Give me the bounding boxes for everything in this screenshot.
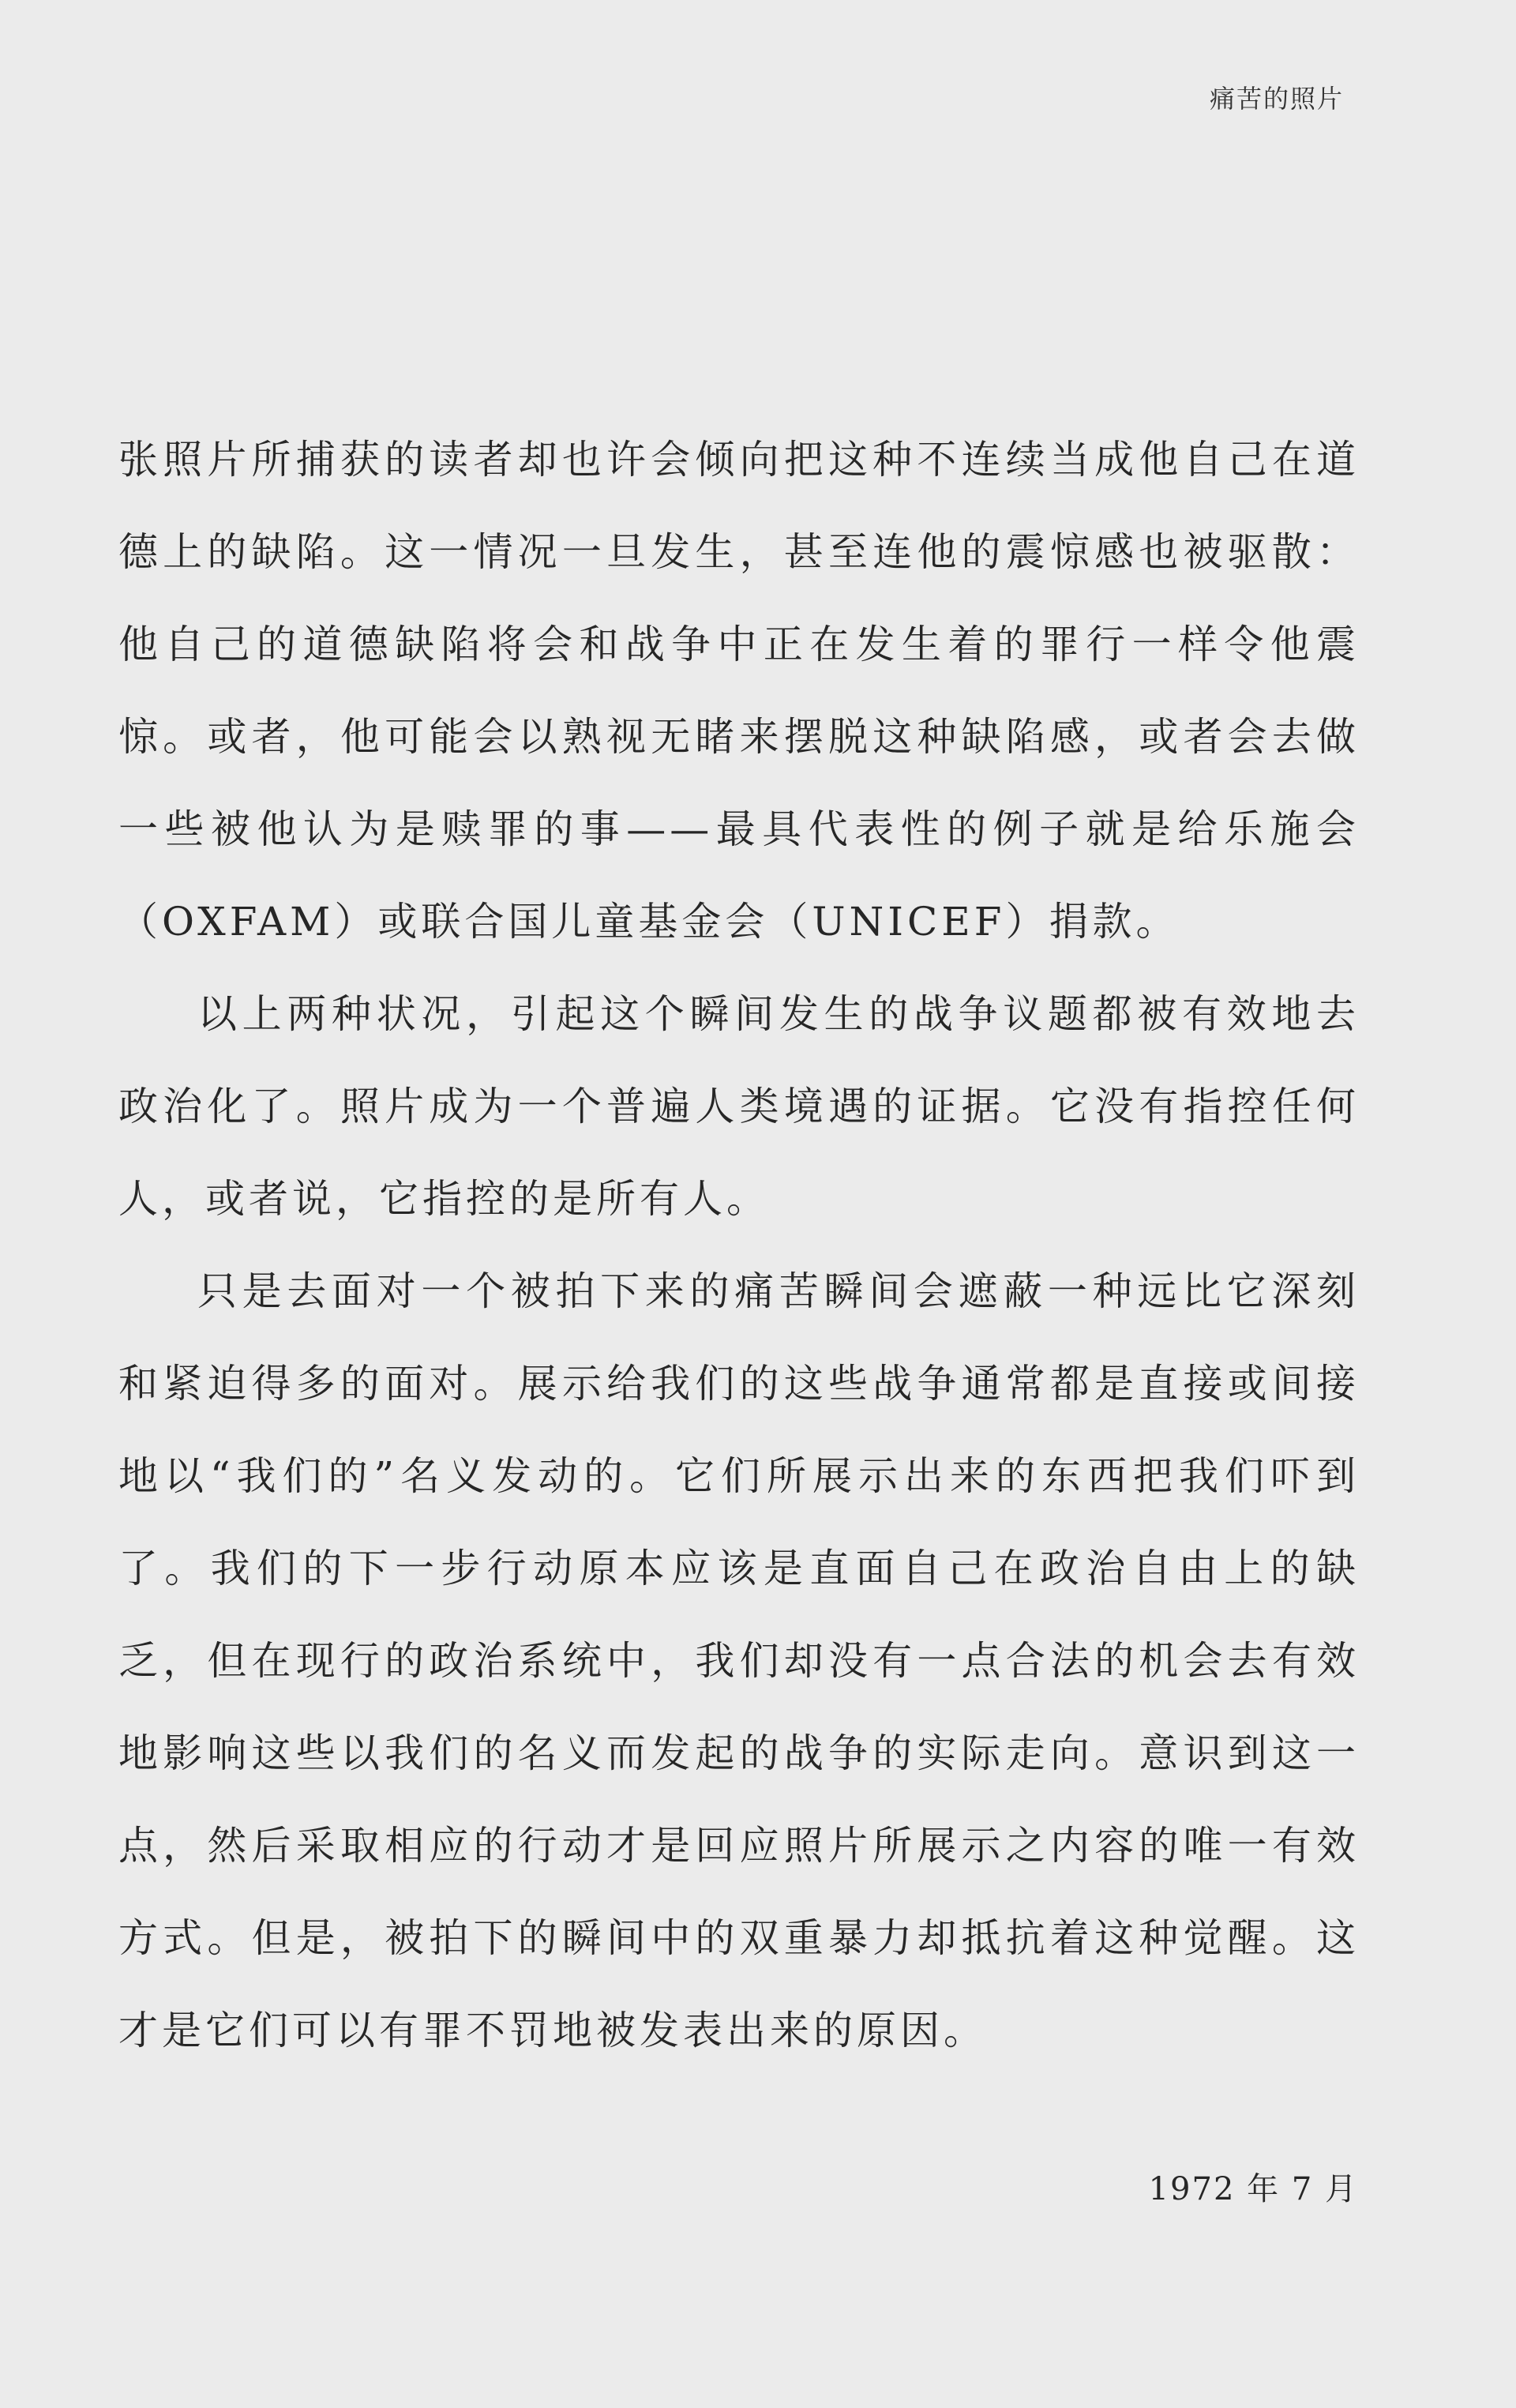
date-signature: 1972 年 7 月 xyxy=(1148,2171,1358,2207)
paragraph: 只是去面对一个被拍下来的痛苦瞬间会遮蔽一种远比它深刻和紧迫得多的面对。展示给我们的这些战争通常都是直接或间接地以“我们的”名义发动的。它们所展示出来的东西把我们吓到了。我们的下一步行动原本应该是直面自己在政治自由上的缺乏，但在现行的政治系统中，我们却没有一点合法的机会去有效地影响这些以我们的名义而发起的战争的实际走向。意识到这一点，然后采取相应的行动才是回应照片所展示之内容的唯一有效方式。但是，被拍下的瞬间中的双重暴力却抵抗着这种觉醒。这才是它们可以有罪不罚地被发表出来的原因。 xyxy=(118,1268,1360,2053)
running-head: 痛苦的照片 xyxy=(1209,84,1344,114)
paragraph-continued: 张照片所捕获的读者却也许会倾向把这种不连续当成他自己在道德上的缺陷。这一情况一旦发生，甚至连他的震惊感也被驱散：他自己的道德缺陷将会和战争中正在发生着的罪行一样令他震惊。或者，他可能会以熟视无睹来摆脱这种缺陷感，或者会去做一些被他认为是赎罪的事——最具代表性的例子就是给乐施会（OXFAM）或联合国儿童基金会（UNICEF）捐款。 xyxy=(118,437,1360,945)
paragraph: 以上两种状况，引起这个瞬间发生的战争议题都被有效地去政治化了。照片成为一个普遍人类境遇的证据。它没有指控任何人，或者说，它指控的是所有人。 xyxy=(118,991,1360,1222)
body-text xyxy=(118,414,1360,2077)
